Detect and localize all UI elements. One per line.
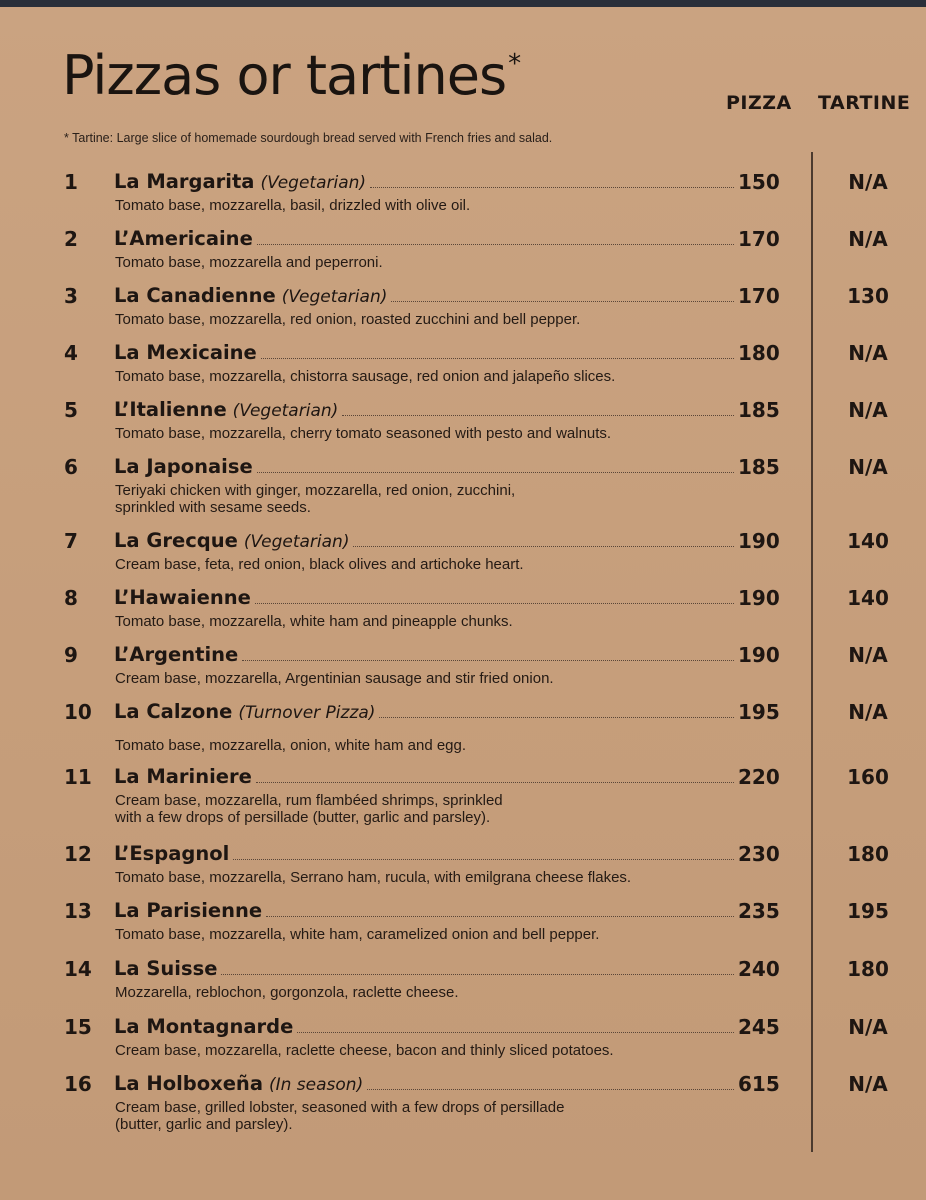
dot-leader bbox=[221, 974, 734, 975]
dot-leader bbox=[261, 358, 734, 359]
item-name: La Parisienne bbox=[114, 899, 263, 922]
pizza-price: 150 bbox=[738, 170, 780, 194]
item-name-line bbox=[114, 170, 736, 193]
dot-leader bbox=[367, 1089, 734, 1090]
item-tag: (Vegetarian) bbox=[243, 532, 350, 552]
item-number: 5 bbox=[64, 398, 78, 422]
tartine-price: 140 bbox=[847, 529, 889, 553]
item-description: Tomato base, mozzarella, Serrano ham, rucula, with emilgrana cheese flakes. bbox=[115, 869, 632, 886]
pizza-price: 240 bbox=[738, 957, 780, 981]
pizza-price: 220 bbox=[738, 765, 780, 789]
item-name-line bbox=[114, 700, 736, 723]
item-name: La Holboxeña bbox=[114, 1072, 263, 1095]
item-name: La Calzone bbox=[114, 700, 233, 723]
dot-leader bbox=[256, 782, 734, 783]
pizza-price: 170 bbox=[738, 227, 780, 251]
item-description: Cream base, mozzarella, rum flambéed shrimps, sprinkled with a few drops of persillade (butter, garlic and parsley). bbox=[115, 792, 503, 826]
tartine-price: N/A bbox=[848, 700, 888, 724]
menu-title-text: Pizzas or tartines bbox=[62, 44, 507, 107]
item-tag: (In season) bbox=[268, 1075, 364, 1095]
item-name-line bbox=[114, 341, 736, 364]
pizza-price: 170 bbox=[738, 284, 780, 308]
item-name-line bbox=[114, 957, 736, 980]
pizza-price: 180 bbox=[738, 341, 780, 365]
dot-leader bbox=[266, 916, 734, 917]
tartine-price: N/A bbox=[848, 398, 888, 422]
item-number: 14 bbox=[64, 957, 92, 981]
item-number: 1 bbox=[64, 170, 78, 194]
pizza-price: 190 bbox=[738, 529, 780, 553]
column-header-pizza: PIZZA bbox=[726, 92, 792, 114]
item-description: Mozzarella, reblochon, gorgonzola, raclette cheese. bbox=[115, 984, 459, 1001]
pizza-price: 195 bbox=[738, 700, 780, 724]
dot-leader bbox=[391, 301, 734, 302]
tartine-price: 195 bbox=[847, 899, 889, 923]
item-name-line bbox=[114, 765, 736, 788]
item-name: La Grecque bbox=[114, 529, 238, 552]
dot-leader bbox=[370, 187, 734, 188]
item-name: La Mexicaine bbox=[114, 341, 257, 364]
pizza-price: 190 bbox=[738, 586, 780, 610]
tartine-price: N/A bbox=[848, 643, 888, 667]
item-name: L’Espagnol bbox=[114, 842, 230, 865]
item-description: Tomato base, mozzarella and peperroni. bbox=[115, 254, 383, 271]
item-name: L’Italienne bbox=[114, 398, 227, 421]
item-description: Cream base, mozzarella, Argentinian sausage and stir fried onion. bbox=[115, 670, 554, 687]
item-name: La Canadienne bbox=[114, 284, 276, 307]
item-tag: (Vegetarian) bbox=[260, 173, 367, 193]
item-name: La Margarita bbox=[114, 170, 255, 193]
item-name: L’Americaine bbox=[114, 227, 253, 250]
item-name-line bbox=[114, 455, 736, 478]
item-name-line bbox=[114, 398, 736, 421]
tartine-price: 180 bbox=[847, 842, 889, 866]
tartine-price: 140 bbox=[847, 586, 889, 610]
item-number: 15 bbox=[64, 1015, 92, 1039]
item-name-line bbox=[114, 1015, 736, 1038]
item-name: La Mariniere bbox=[114, 765, 252, 788]
pizza-price: 235 bbox=[738, 899, 780, 923]
item-number: 12 bbox=[64, 842, 92, 866]
top-edge bbox=[0, 0, 926, 7]
item-name-line bbox=[114, 284, 736, 307]
item-number: 6 bbox=[64, 455, 78, 479]
item-name: L’Argentine bbox=[114, 643, 239, 666]
item-name-line bbox=[114, 529, 736, 552]
item-number: 8 bbox=[64, 586, 78, 610]
item-number: 11 bbox=[64, 765, 92, 789]
pizza-price: 190 bbox=[738, 643, 780, 667]
pizza-price: 245 bbox=[738, 1015, 780, 1039]
item-description: Tomato base, mozzarella, cherry tomato seasoned with pesto and walnuts. bbox=[115, 425, 612, 442]
item-number: 9 bbox=[64, 643, 78, 667]
item-description: Cream base, mozzarella, raclette cheese, bacon and thinly sliced potatoes. bbox=[115, 1042, 614, 1059]
tartine-price: N/A bbox=[848, 455, 888, 479]
tartine-price: N/A bbox=[848, 341, 888, 365]
tartine-footnote: * Tartine: Large slice of homemade sourdough bread served with French fries and salad. bbox=[64, 131, 553, 145]
pizza-price: 185 bbox=[738, 398, 780, 422]
item-description: Tomato base, mozzarella, onion, white ham and egg. bbox=[115, 737, 467, 754]
item-name: La Suisse bbox=[114, 957, 218, 980]
item-description: Teriyaki chicken with ginger, mozzarella, red onion, zucchini, sprinkled with sesame seeds. bbox=[115, 482, 516, 516]
tartine-price: N/A bbox=[848, 227, 888, 251]
item-number: 10 bbox=[64, 700, 92, 724]
item-name: La Japonaise bbox=[114, 455, 253, 478]
item-description: Cream base, grilled lobster, seasoned with a few drops of persillade (butter, garlic and parsley). bbox=[115, 1099, 565, 1133]
item-name-line bbox=[114, 586, 736, 609]
dot-leader bbox=[257, 244, 734, 245]
dot-leader bbox=[379, 717, 734, 718]
tartine-price: N/A bbox=[848, 1072, 888, 1096]
item-name: L’Hawaienne bbox=[114, 586, 251, 609]
item-tag: (Turnover Pizza) bbox=[238, 703, 376, 723]
dot-leader bbox=[242, 660, 734, 661]
item-name-line bbox=[114, 643, 736, 666]
item-tag: (Vegetarian) bbox=[281, 287, 388, 307]
tartine-price: N/A bbox=[848, 1015, 888, 1039]
pizza-price: 615 bbox=[738, 1072, 780, 1096]
tartine-price: 160 bbox=[847, 765, 889, 789]
column-divider bbox=[811, 152, 813, 1152]
menu-title bbox=[62, 44, 520, 107]
item-number: 7 bbox=[64, 529, 78, 553]
tartine-price: 130 bbox=[847, 284, 889, 308]
column-header-tartine: TARTINE bbox=[818, 92, 911, 114]
item-name-line bbox=[114, 227, 736, 250]
item-number: 13 bbox=[64, 899, 92, 923]
item-name-line bbox=[114, 1072, 736, 1095]
item-description: Tomato base, mozzarella, basil, drizzled with olive oil. bbox=[115, 197, 471, 214]
item-name-line bbox=[114, 842, 736, 865]
dot-leader bbox=[342, 415, 734, 416]
item-name: La Montagnarde bbox=[114, 1015, 294, 1038]
item-description: Tomato base, mozzarella, chistorra sausage, red onion and jalapeño slices. bbox=[115, 368, 616, 385]
item-name-line bbox=[114, 899, 736, 922]
item-number: 16 bbox=[64, 1072, 92, 1096]
dot-leader bbox=[255, 603, 734, 604]
dot-leader bbox=[297, 1032, 734, 1033]
item-tag: (Vegetarian) bbox=[232, 401, 339, 421]
item-number: 4 bbox=[64, 341, 78, 365]
item-description: Tomato base, mozzarella, white ham, caramelized onion and bell pepper. bbox=[115, 926, 600, 943]
menu-title-star: * bbox=[508, 49, 521, 79]
pizza-price: 185 bbox=[738, 455, 780, 479]
pizza-price: 230 bbox=[738, 842, 780, 866]
item-description: Cream base, feta, red onion, black olives and artichoke heart. bbox=[115, 556, 524, 573]
tartine-price: 180 bbox=[847, 957, 889, 981]
item-description: Tomato base, mozzarella, red onion, roasted zucchini and bell pepper. bbox=[115, 311, 581, 328]
tartine-price: N/A bbox=[848, 170, 888, 194]
dot-leader bbox=[353, 546, 734, 547]
item-number: 2 bbox=[64, 227, 78, 251]
item-number: 3 bbox=[64, 284, 78, 308]
item-description: Tomato base, mozzarella, white ham and pineapple chunks. bbox=[115, 613, 513, 630]
dot-leader bbox=[233, 859, 734, 860]
dot-leader bbox=[257, 472, 734, 473]
